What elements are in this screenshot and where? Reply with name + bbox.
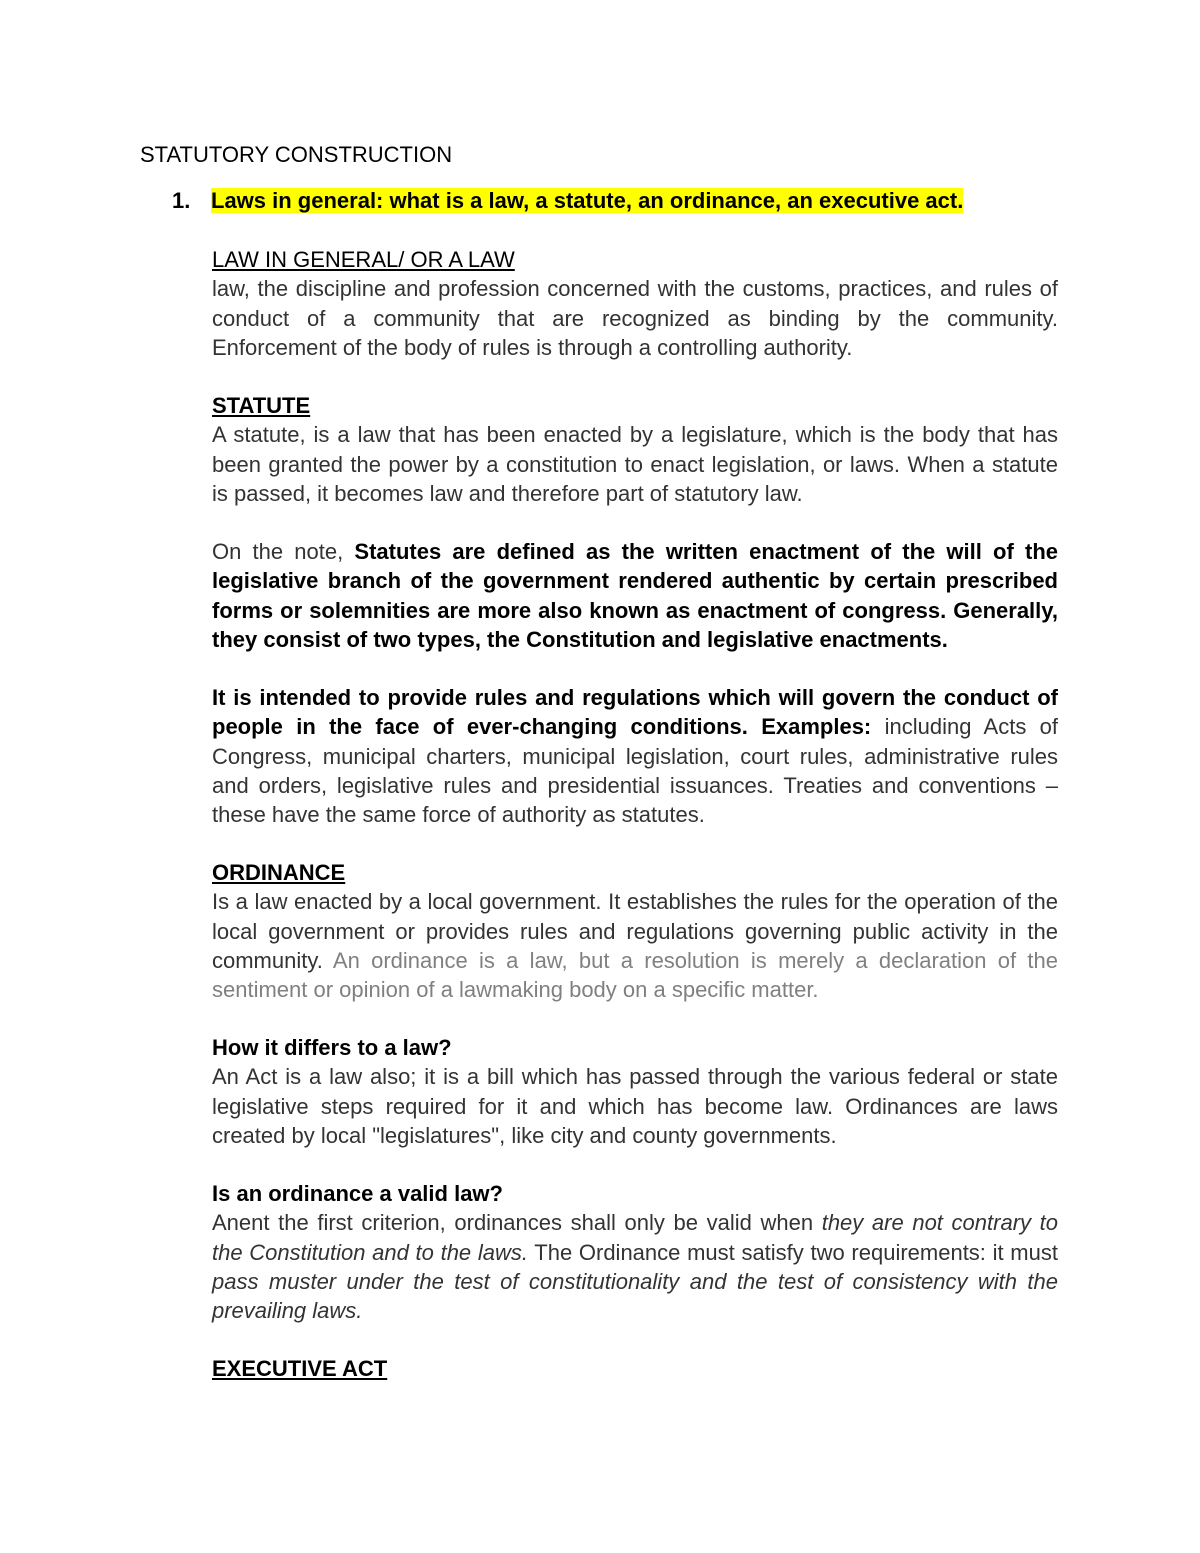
executive-heading: EXECUTIVE ACT: [212, 1356, 388, 1381]
section-differs: [212, 1033, 1058, 1150]
statute-p2-bold: Statutes are defined as the written enactment of the will of the legislative branch of the government rendered authentic by certain prescribed forms or solemnities are more also known as enactment of congress. Generally, they consist of two types, the Constitution and legislative enactments.: [212, 539, 1059, 652]
document-title: STATUTORY CONSTRUCTION: [140, 142, 453, 167]
statute-p2-lead: On the note,: [212, 539, 355, 564]
statute-p3-examples-text: including Acts of Congress, municipal charters, municipal legislation, court rules, administrative rules and orders, legislative rules and presidential issuances. Treaties and conventions – these have the same force of authority as statutes.: [212, 714, 1058, 828]
list-item-number: 1.: [172, 188, 191, 213]
statute-paragraph-2: [212, 537, 1058, 654]
law-general-heading: LAW IN GENERAL/ OR A LAW: [212, 247, 515, 272]
ordinance-body-2: An ordinance is a law, but a resolution is merely a declaration of the sentiment or opinion of a lawmaking body on a specific matter.: [212, 947, 1058, 1003]
statute-heading: STATUTE: [212, 393, 311, 418]
valid-italic-2: pass muster under the test of constitutionality and the test of consistency with the prevailing laws.: [212, 1268, 1058, 1324]
differs-heading: How it differs to a law?: [212, 1035, 452, 1060]
valid-italic-1: they are not contrary to the Constitution and to the laws.: [212, 1210, 1058, 1265]
statute-paragraph-3: [212, 683, 1058, 829]
ordinance-body-1: Is a law enacted by a local government. It establishes the rules for the operation of the local government or provides rules and regulations governing public activity in the community.: [212, 889, 1058, 973]
valid-text-1: Anent the first criterion, ordinances shall only be valid when: [212, 1210, 822, 1236]
list-item-1: [172, 186, 963, 216]
statute-p3-examples: Examples:: [747, 714, 872, 740]
statute-p3-text: It is intended to provide rules and regulations which will govern the conduct of people in the face of ever-changing conditions.: [212, 685, 1058, 740]
section-valid-law: [212, 1179, 1058, 1325]
ordinance-heading: ORDINANCE: [212, 860, 346, 885]
section-ordinance: [212, 858, 1058, 1004]
differs-body: An Act is a law also; it is a bill which has passed through the various federal or state legislative steps required for it and which has become law. Ordinances are laws created by local "legislatures", like city and county governments.: [212, 1064, 1058, 1148]
section-statute: [212, 391, 1058, 508]
law-general-body: law, the discipline and profession concerned with the customs, practices, and rules of conduct of a community that are recognized as binding by the community. Enforcement of the body of rules is through a controlling authority.: [212, 276, 1058, 360]
section-law-in-general: [212, 245, 1058, 362]
statute-body: A statute, is a law that has been enacted by a legislature, which is the body that has been granted the power by a constitution to enact legislation, or laws. When a statute is passed, it becomes law and therefore part of statutory law.: [212, 422, 1058, 506]
valid-heading: Is an ordinance a valid law?: [212, 1181, 503, 1206]
valid-text-2: The Ordinance must satisfy two requirements: it must: [527, 1239, 1058, 1265]
section-executive-act: [212, 1354, 1058, 1383]
list-item-text-highlighted: Laws in general: what is a law, a statute, an ordinance, an executive act.: [211, 188, 964, 213]
